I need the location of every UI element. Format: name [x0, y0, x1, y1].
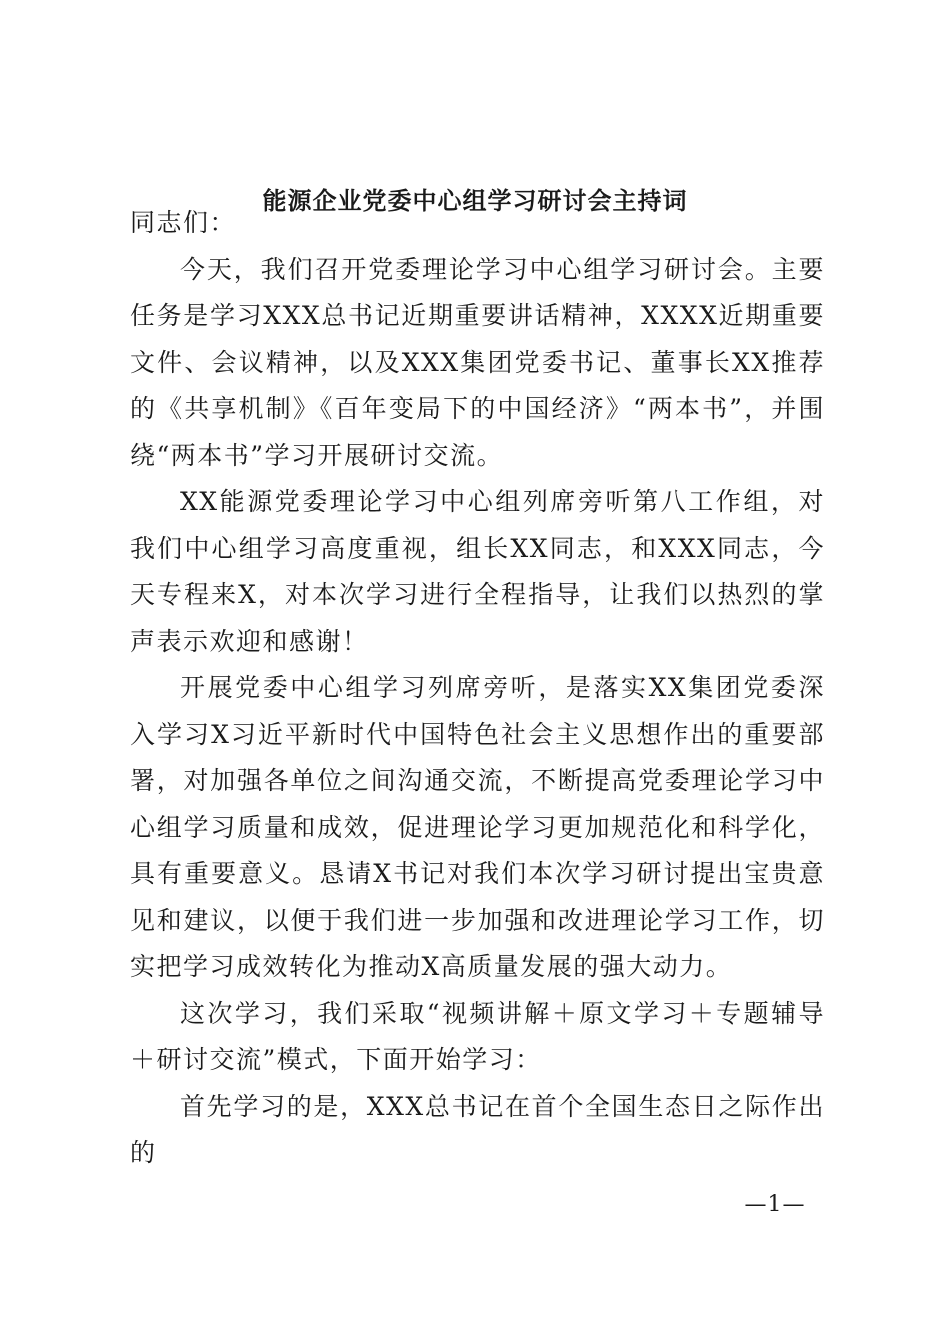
salutation: 同志们： [130, 208, 237, 237]
document-title: 能源企业党委中心组学习研讨会主持词 [262, 186, 688, 215]
paragraph-1: 今天，我们召开党委理论学习中心组学习研讨会。主要任务是学习XXX总书记近期重要讲话精神，XXXX近期重要文件、会议精神，以及XXX集团党委书记、董事长XX推荐的《共享机制》《百年变局下的中国经济》“两本书”，并围绕“两本书”学习开展研讨交流。 [130, 254, 825, 470]
paragraph-5: 首先学习的是，XXX总书记在首个全国生态日之际作出的 [130, 1091, 825, 1167]
paragraph-4: 这次学习，我们采取“视频讲解＋原文学习＋专题辅导＋研讨交流”模式，下面开始学习： [130, 998, 825, 1074]
paragraph-3: 开展党委中心组学习列席旁听，是落实XX集团党委深入学习X习近平新时代中国特色社会主义思想作出的重要部署，对加强各单位之间沟通交流，不断提高党委理论学习中心组学习质量和成效，促进理论学习更加规范化和科学化，具有重要意义。恳请X书记对我们本次学习研讨提出宝贵意见和建议，以便于我们进一步加强和改进理论学习工作，切实把学习成效转化为推动X高质量发展的强大动力。 [130, 673, 825, 981]
page-number: —1— [744, 1192, 806, 1217]
document-body [130, 200, 825, 1177]
paragraph-2: XX能源党委理论学习中心组列席旁听第八工作组，对我们中心组学习高度重视，组长XX同志，和XXX同志，今天专程来X，对本次学习进行全程指导，让我们以热烈的掌声表示欢迎和感谢！ [130, 487, 825, 656]
